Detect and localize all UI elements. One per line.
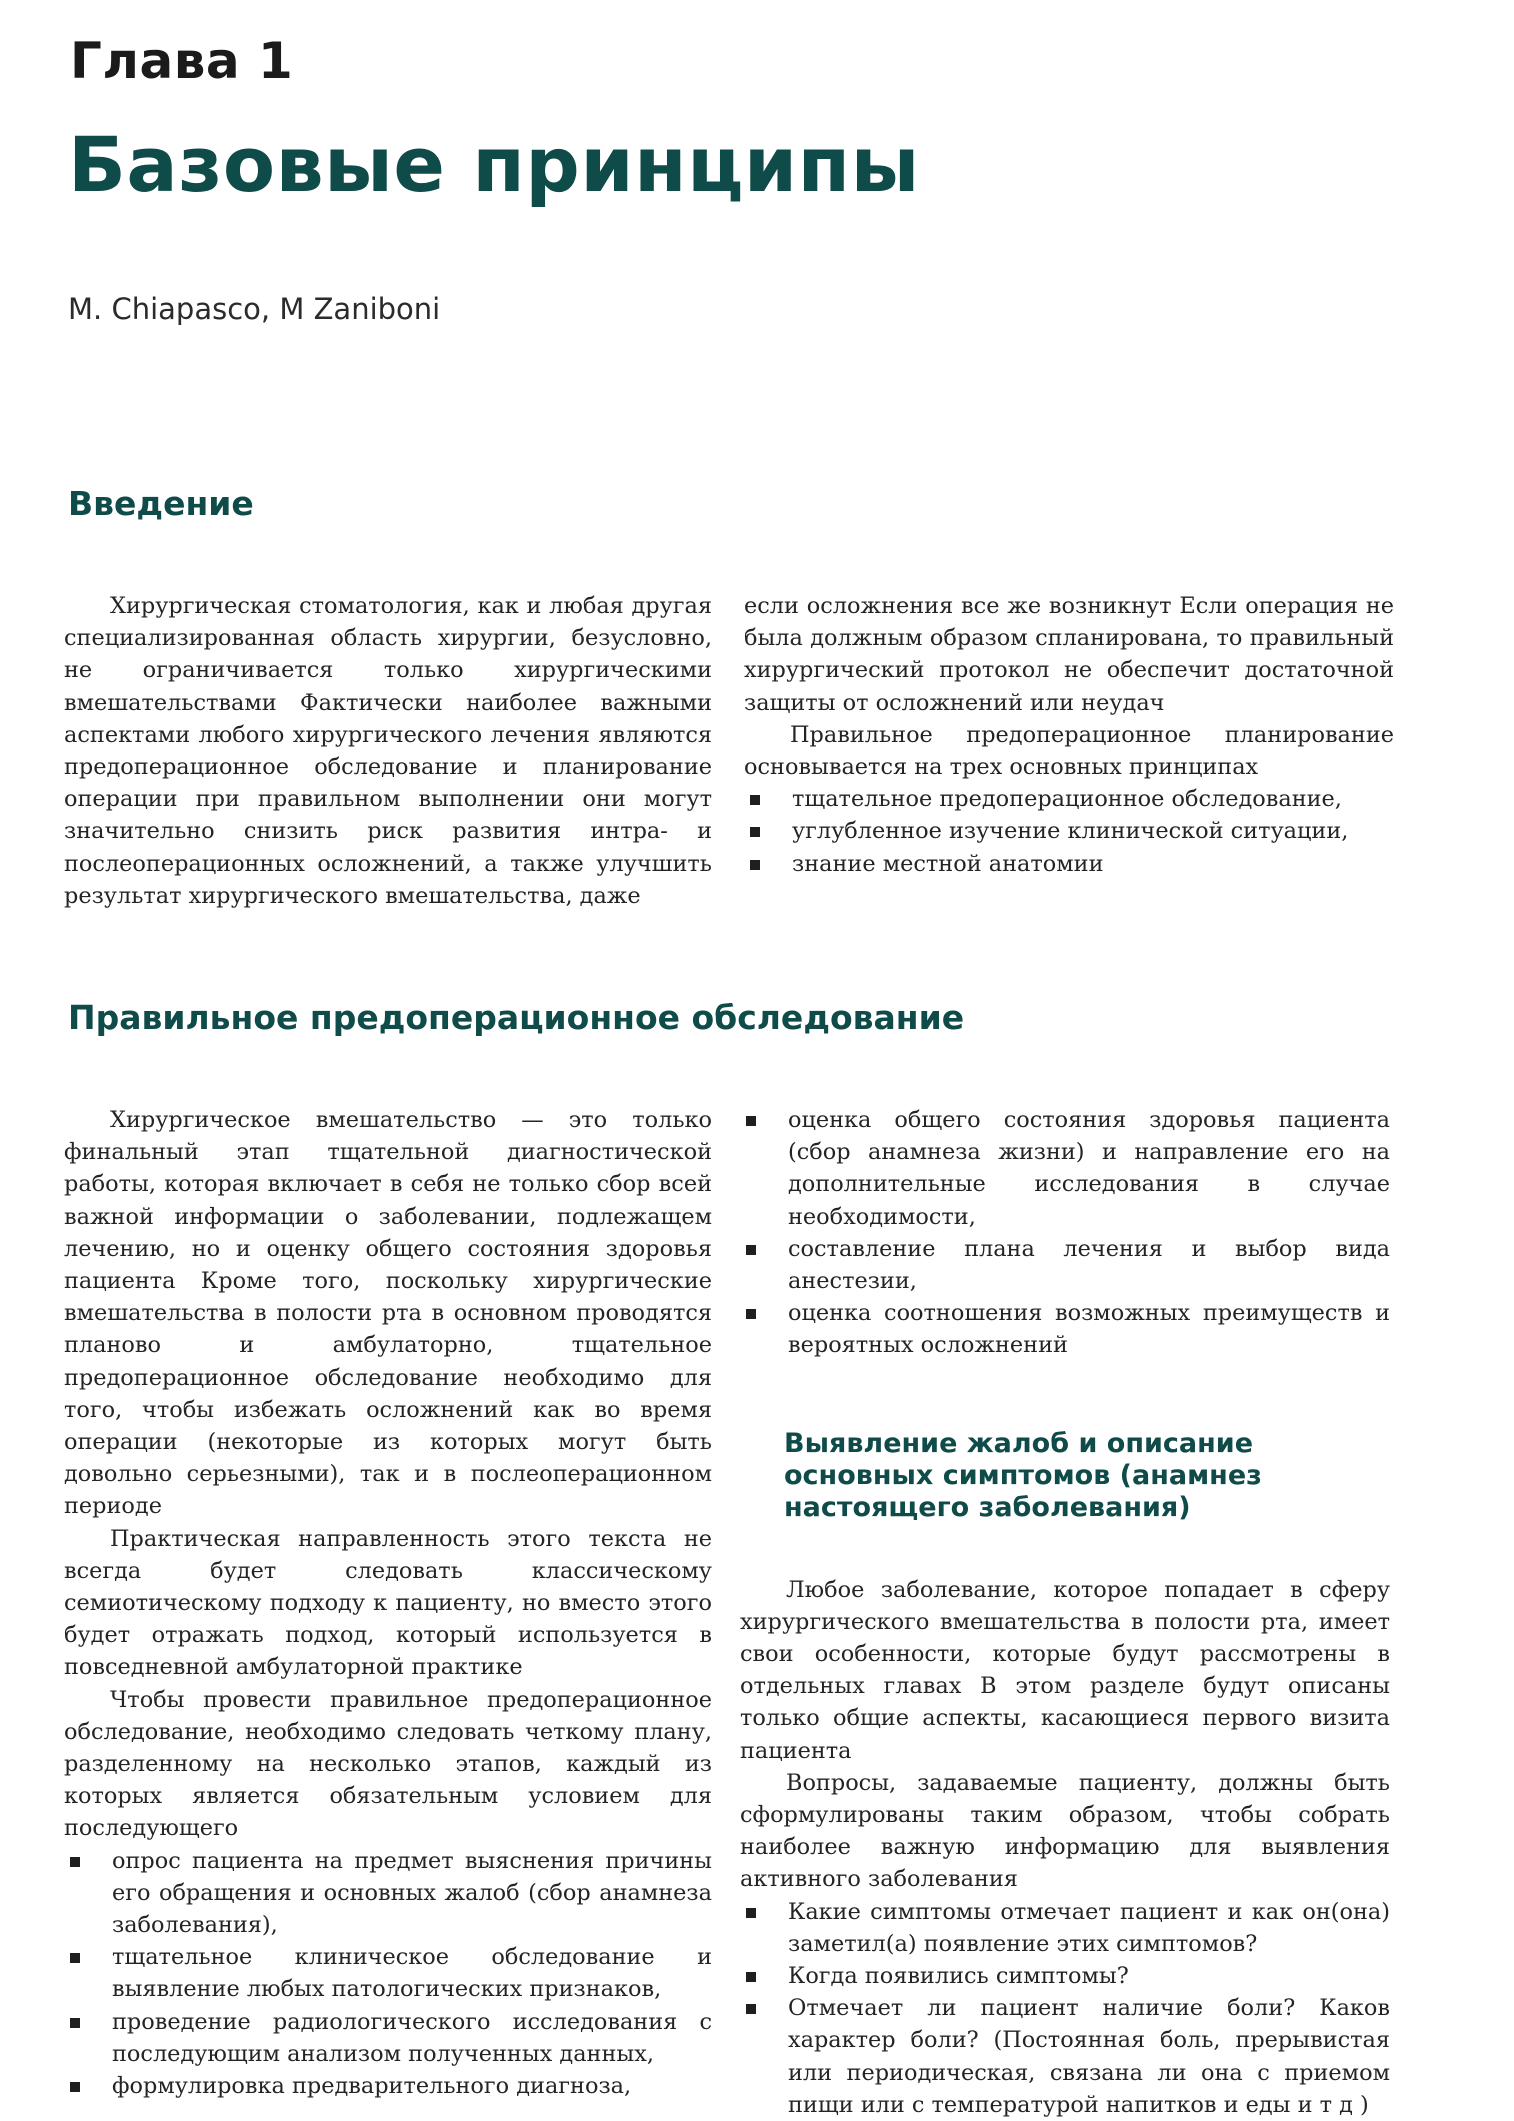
list-item: проведение радиологического исследования с последующим анализом полученных данных, [64,2006,712,2070]
exam-paragraph-1: Хирургическое вмешательство — это только финальный этап тщательной диагностической работы, которая включает в себя не только сбор всей важной информации о заболевании, подлежащем лечению, но и оценку общего состояния здоровья пациента Кроме того, поскольку хирургические вмешательства в полости рта в основном проводятся планово и амбулаторно, тщательное предоперационное обследование необходимо для того, чтобы избежать осложнений как во время операции (некоторые из которых могут быть довольно серьезными), так и в послеоперационном периоде [64,1107,712,1520]
list-item: тщательное предоперационное обследование, [744,783,1394,815]
exam-paragraph-3: Чтобы провести правильное предоперационное обследование, необходимо следовать четкому плану, разделенному на несколько этапов, каждый из которых является обязательным условием для последующего [64,1686,712,1842]
intro-left-column [64,590,712,912]
list-item: Какие симптомы отмечает пациент и как он(она) заметил(а) появление этих симптомов? [740,1896,1390,1960]
intro-paragraph-2: если осложнения все же возникнут Если операция не была должным образом спланирована, то правильный хирургический протокол не обеспечит достаточной защиты от осложнений или неудач [744,593,1394,716]
list-item: Когда появились симптомы? [740,1960,1390,1992]
intro-paragraph-1: Хирургическая стоматология, как и любая другая специализированная область хирургии, безусловно, не ограничивается только хирургическими вмешательствами Фактически наиболее важными аспектами любого хирургического лечения являются предоперационное обследование и планирование операции при правильном выполнении они могут значительно снизить риск развития интра- и послеоперационных осложнений, а также улучшить результат хирургического вмешательства, даже [64,593,712,909]
complaints-paragraph-2: Вопросы, задаваемые пациенту, должны быть сформулированы таким образом, чтобы собрать наиболее важную информацию для выявления активного заболевания [740,1769,1390,1893]
complaints-paragraph-1: Любое заболевание, которое попадает в сферу хирургического вмешательства в полости рта, имеет свои особенности, которые будут рассмотрены в отдельных главах В этом разделе будут описаны только общие аспекты, касающиеся первого визита пациента [740,1576,1390,1764]
authors: M. Chiapasco, M Zaniboni [68,292,441,326]
subsection-heading-complaints: Выявление жалоб и описание основных симптомов (анамнез настоящего заболевания) [784,1427,1262,1523]
questions-list [740,1896,1390,2121]
exam-steps-list-continued [740,1104,1390,1362]
section-heading-intro: Введение [68,484,254,523]
exam-steps-list [64,1845,712,2103]
list-item: Отмечает ли пациент наличие боли? Каков характер боли? (Постоянная боль, прерывистая или периодическая, связана ли она с приемом пищи или с температурой напитков и еды и т д ) [740,1992,1390,2121]
list-item: составление плана лечения и выбор вида анестезии, [740,1233,1390,1297]
list-item: знание местной анатомии [744,848,1394,880]
exam-left-column [64,1104,712,2102]
chapter-label: Глава 1 [70,32,294,90]
exam-right-column [740,1104,1390,2121]
principles-list [744,783,1394,880]
intro-right-column [744,590,1394,880]
chapter-title: Базовые принципы [68,120,920,209]
list-item: углубленное изучение клинической ситуации, [744,815,1394,847]
list-item: оценка соотношения возможных преимуществ и вероятных осложнений [740,1297,1390,1361]
list-item: оценка общего состояния здоровья пациента (сбор анамнеза жизни) и направление его на дополнительные исследования в случае необходимости, [740,1104,1390,1233]
list-item: формулировка предварительного диагноза, [64,2070,712,2102]
list-item: опрос пациента на предмет выяснения причины его обращения и основных жалоб (сбор анамнеза заболевания), [64,1845,712,1942]
section-heading-exam: Правильное предоперационное обследование [68,998,965,1037]
exam-paragraph-2: Практическая направленность этого текста не всегда будет следовать классическому семиотическому подходу к пациенту, но вместо этого будет отражать подход, который используется в повседневной амбулаторной практике [64,1525,712,1681]
list-item: тщательное клиническое обследование и выявление любых патологических признаков, [64,1941,712,2005]
intro-paragraph-3: Правильное предоперационное планирование основывается на трех основных принципах [744,721,1394,781]
